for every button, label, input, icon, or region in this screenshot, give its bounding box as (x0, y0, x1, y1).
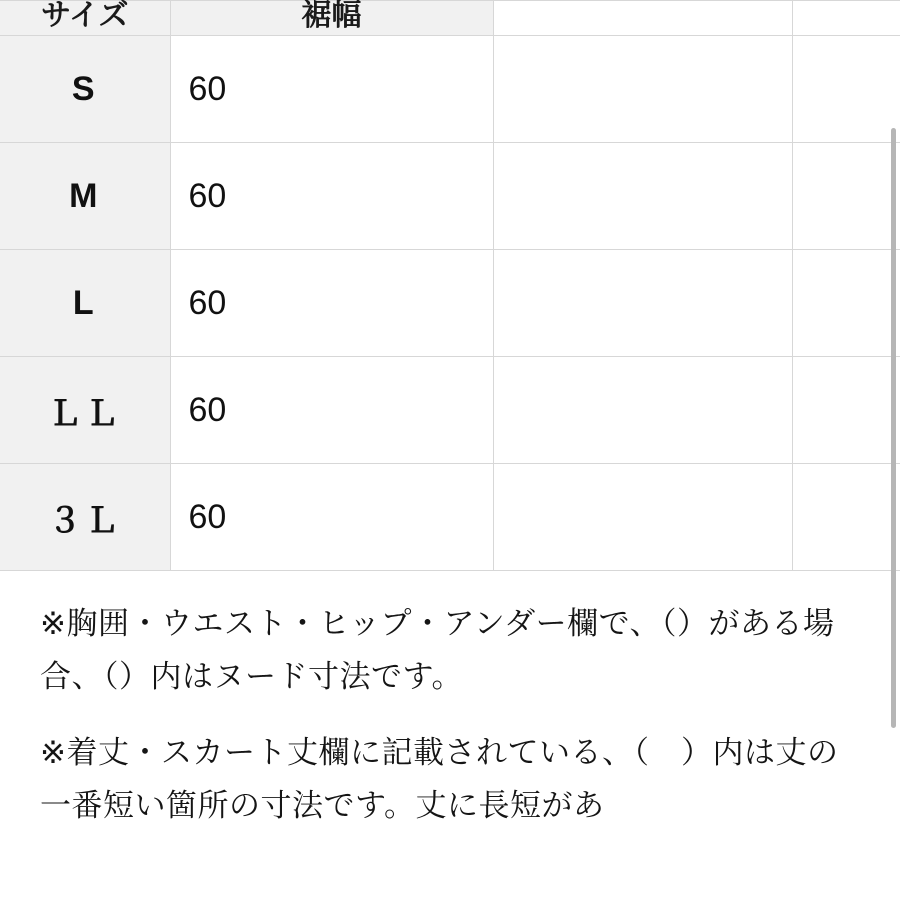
row-value: 60 (170, 357, 493, 464)
table-header-blank-1 (493, 1, 792, 36)
row-empty-cell-2 (792, 143, 900, 250)
table-row (0, 464, 900, 571)
row-empty-cell-1 (493, 143, 792, 250)
row-size-label: S (0, 36, 170, 143)
row-empty-cell-1 (493, 36, 792, 143)
note-nude-measurements: ※胸囲・ウエスト・ヒップ・アンダー欄で、（）がある場合、（）内はヌード寸法です。 (40, 606, 835, 695)
row-value: 60 (170, 464, 493, 571)
row-empty-cell-1 (493, 464, 792, 571)
table-row (0, 250, 900, 357)
row-empty-cell-2 (792, 36, 900, 143)
row-empty-cell-1 (493, 250, 792, 357)
table-row (0, 143, 900, 250)
note-length-measurements: ※着丈・スカート丈欄に記載されている、（ ）内は丈の一番短い箇所の寸法です。丈に長短があ (40, 734, 839, 823)
scrollbar-thumb[interactable] (891, 128, 896, 728)
row-empty-cell-2 (792, 464, 900, 571)
table-header-size: サイズ (0, 1, 170, 36)
vertical-scrollbar[interactable] (890, 0, 898, 900)
row-empty-cell-1 (493, 357, 792, 464)
row-size-label: ＬＬ (0, 357, 170, 464)
table-header-hem-width: 裾幅 (170, 1, 493, 36)
row-empty-cell-2 (792, 250, 900, 357)
row-value: 60 (170, 250, 493, 357)
row-size-label: M (0, 143, 170, 250)
table-header-row (0, 1, 900, 36)
row-value: 60 (170, 143, 493, 250)
notes-section (0, 571, 900, 832)
table-row (0, 357, 900, 464)
table-row (0, 36, 900, 143)
row-value: 60 (170, 36, 493, 143)
row-size-label: ３Ｌ (0, 464, 170, 571)
row-empty-cell-2 (792, 357, 900, 464)
table-header-blank-2 (792, 1, 900, 36)
row-size-label: L (0, 250, 170, 357)
